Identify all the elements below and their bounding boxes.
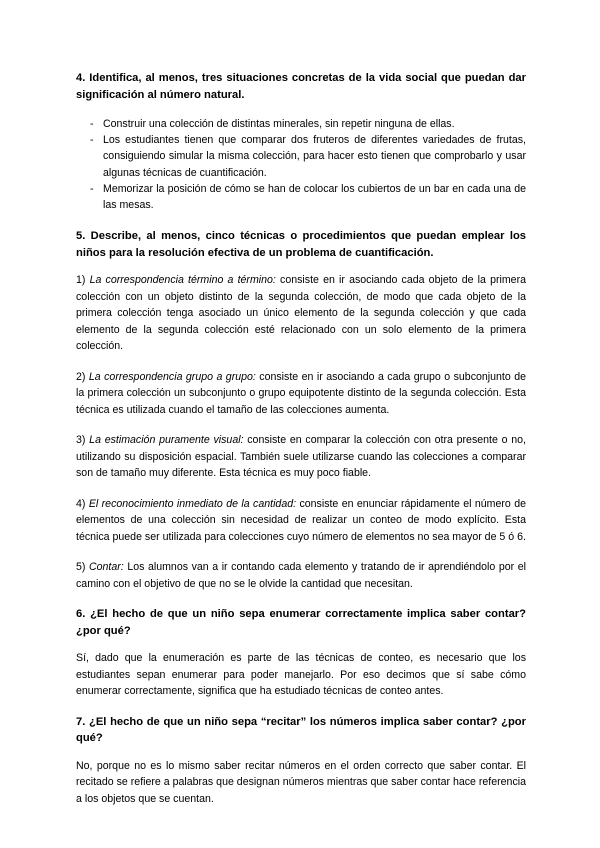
technique-number: 5) [76,561,86,574]
question-6 [76,606,526,700]
list-item [90,116,526,132]
technique-paragraph [76,432,526,482]
technique-paragraph [76,496,526,546]
technique-text: consiste en enunciar rápidamente el número de elementos de una colección sin necesidad de realizar un conteo de modo explícito. Esta técnica puede ser utilizada para colecciones cuyo número de elementos no sea mayor de 5 ó 6. [76,497,526,543]
technique-number: 3) [76,434,86,447]
technique-text: consiste en ir asociando cada objeto de la primera colección con un objeto distinto de la segunda colección, de modo que cada objeto de la primera colección tenga asociado un único elemento de la segunda colección y que cada elemento de la segunda colección esté relacionado con un solo elemento de la primera colección. [76,274,526,353]
question-7-heading: 7. ¿El hecho de que un niño sepa “recitar” los números implica saber contar? ¿por qué? [76,715,526,745]
list-item [90,132,526,181]
technique-number: 4) [76,497,86,510]
question-4 [76,70,526,213]
question-4-heading: 4. Identifica, al menos, tres situaciones concretas de la vida social que puedan dar significación al número natural. [76,72,526,101]
technique-paragraph [76,559,526,592]
technique-paragraph [76,369,526,419]
technique-name: El reconocimiento inmediato de la cantidad: [88,497,297,510]
dash-bullet: - [90,134,94,147]
dash-bullet: - [90,118,94,130]
document-page [76,70,526,807]
technique-name: Contar: [89,561,124,574]
question-4-list [76,116,526,213]
question-5-heading: 5. Describe, al menos, cinco técnicas o procedimientos que puedan emplear los niños para la resolución efectiva de un problema de cuantificación. [76,230,526,259]
question-7-answer: No, porque no es lo mismo saber recitar números en el orden correcto que saber contar. El recitado se refiere a palabras que designan números mientras que saber contar hace referencia a los objetos que se cuentan. [76,759,526,805]
question-7 [76,714,526,808]
technique-number: 1) [76,274,86,287]
list-item-text: Construir una colección de distintas minerales, sin repetir ninguna de ellas. [103,118,455,130]
question-6-heading: 6. ¿El hecho de que un niño sepa enumerar correctamente implica saber contar? ¿por qué? [76,608,526,637]
question-5 [76,228,526,592]
technique-name: La estimación puramente visual: [89,434,244,447]
technique-name: La correspondencia grupo a grupo: [88,370,256,383]
dash-bullet: - [90,182,94,195]
list-item-text: Los estudiantes tienen que comparar dos fruteros de diferentes variedades de frutas, consiguiendo simular la misma colección, para hacer esto tienen que comprobarlo y usar algunas técnicas de cuantificación. [103,134,526,179]
technique-name: La correspondencia término a término: [89,274,276,287]
list-item-text: Memorizar la posición de cómo se han de colocar los cubiertos de un bar en cada una de las mesas. [103,182,526,212]
list-item [90,181,526,213]
technique-paragraph [76,272,526,355]
technique-text: consiste en comparar la colección con otra presente o no, utilizando su disposición espacial. También suele utilizarse cuando las colecciones a comparar son de tamaño muy diferente. Esta técnica es muy poco fiable. [76,434,526,480]
technique-number: 2) [76,370,86,383]
question-6-answer: Sí, dado que la enumeración es parte de las técnicas de conteo, es necesario que los estudiantes sepan enumerar para poder manejarlo. Por eso decimos que sí sabe cómo enumerar correctamente, significa que ha estudiado técnicas de conteo antes. [76,652,526,698]
technique-text: consiste en ir asociando a cada grupo o subconjunto de la primera colección un subconjunto o grupo equipotente distinto de la segunda colección. Esta técnica es utilizada cuando el tamaño de las colecciones aumenta. [76,370,526,416]
technique-text: Los alumnos van a ir contando cada elemento y tratando de ir aprendiéndolo por el camino con el objetivo de que no se le olvide la cantidad que necesitan. [76,561,526,590]
